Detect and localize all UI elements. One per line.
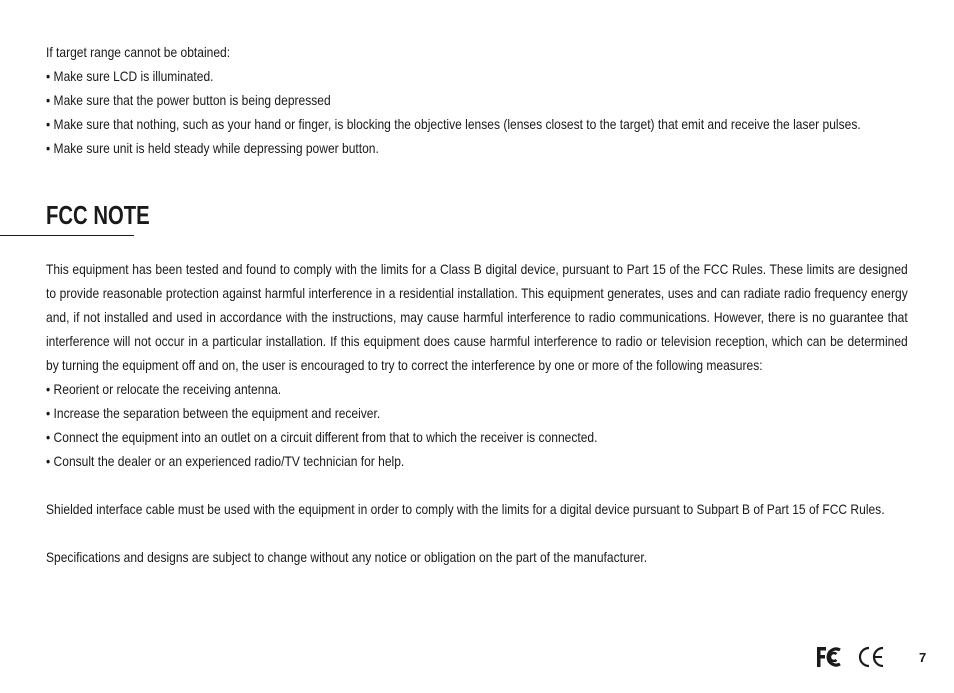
heading-underline: [0, 235, 134, 236]
fcc-heading-block: [0, 196, 150, 236]
fcc-logo-icon: [815, 645, 847, 674]
troubleshooting-bullet: • Make sure LCD is illuminated.: [46, 68, 214, 84]
troubleshooting-bullet: • Make sure unit is held steady while depressing power button.: [46, 140, 379, 156]
shielded-cable-note: Shielded interface cable must be used with the equipment in order to comply with the limits for a digital device pursuant to Subpart B of Part 15 of FCC Rules.: [46, 501, 885, 517]
fcc-body: [46, 257, 908, 569]
specifications-note: Specifications and designs are subject to change without any notice or obligation on the part of the manufacturer.: [46, 549, 648, 565]
fcc-paragraph: This equipment has been tested and found to comply with the limits for a Class B digital device, pursuant to Part 15 of the FCC Rules. These limits are designed to provide reasonable protection against harmful interference in a residential installation. This equipment generates, uses and can radiate radio frequency energy and, if not installed and used in accordance with the instructions, may cause harmful interference to radio communications. However, there is no guarantee that interference will not occur in a particular installation. If this equipment does cause harmful interference to radio or television reception, which can be determined by turning the equipment off and on, the user is encouraged to try to correct the interference by one or more of the following measures:: [46, 261, 908, 373]
troubleshooting-intro: If target range cannot be obtained:: [46, 44, 231, 60]
compliance-logos: [815, 645, 885, 673]
troubleshooting-bullet: • Make sure that the power button is being depressed: [46, 92, 331, 108]
fcc-bullet: • Connect the equipment into an outlet on a circuit different from that to which the receiver is connected.: [46, 429, 598, 445]
spacer: [46, 521, 908, 545]
ce-mark-icon: [857, 645, 885, 674]
troubleshooting-bullet: • Make sure that nothing, such as your hand or finger, is blocking the objective lenses (lenses closest to the target) that emit and receive the laser pulses.: [46, 116, 861, 132]
fcc-bullet: • Increase the separation between the equipment and receiver.: [46, 405, 381, 421]
fcc-text: [46, 257, 908, 569]
troubleshooting-section: [46, 40, 908, 160]
fcc-bullet: • Reorient or relocate the receiving antenna.: [46, 381, 282, 397]
fcc-bullet: • Consult the dealer or an experienced radio/TV technician for help.: [46, 453, 405, 469]
troubleshooting-text: [46, 40, 908, 160]
spacer: [46, 473, 908, 497]
fcc-heading: FCC NOTE: [46, 200, 150, 230]
page-number: 7: [919, 650, 927, 665]
